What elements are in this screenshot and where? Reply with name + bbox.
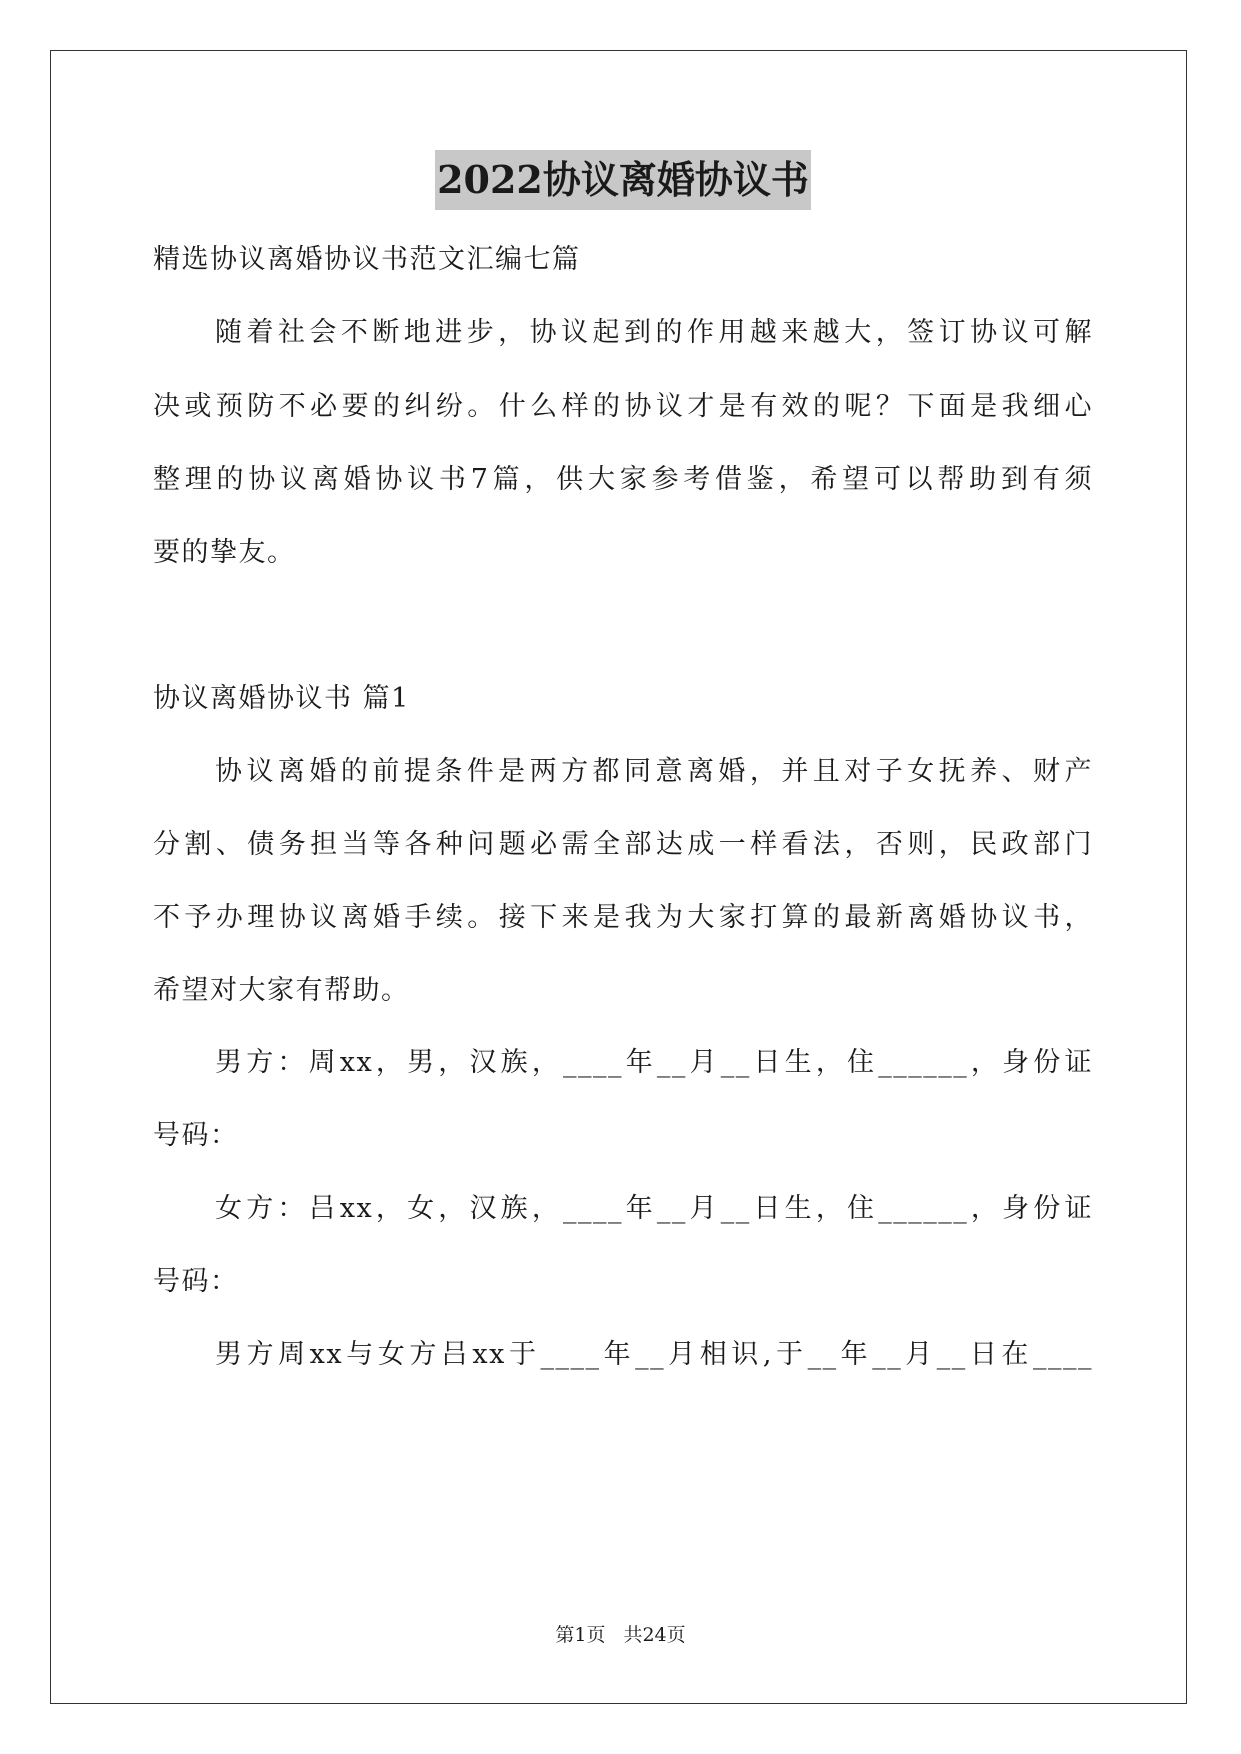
paragraph-line: 随着社会不断地进步，协议起到的作用越来越大，签订协议可解 [215, 317, 1093, 348]
document-title: 2022协议离婚协议书 [435, 150, 811, 210]
paragraph-line: 决或预防不必要的纠纷。什么样的协议才是有效的呢？下面是我细心 [153, 391, 1093, 422]
title-wrap [153, 150, 1093, 210]
paragraph-line: 不予办理协议离婚手续。接下来是我为大家打算的最新离婚协议书， [153, 902, 1093, 933]
husband-info-line: 男方：周xx，男，汉族，____年__月__日生，住______，身份证 [215, 1047, 1093, 1078]
subtitle-line: 精选协议离婚协议书范文汇编七篇 [153, 244, 581, 275]
wife-info-line: 女方：吕xx，女，汉族，____年__月__日生，住______，身份证 [215, 1193, 1093, 1224]
page-border [50, 50, 1187, 1704]
paragraph-line: 要的挚友。 [153, 537, 296, 568]
paragraph-line: 希望对大家有帮助。 [153, 975, 410, 1006]
page-number: 第1页 [555, 1624, 606, 1646]
paragraph-line: 整理的协议离婚协议书7篇，供大家参考借鉴，希望可以帮助到有须 [153, 464, 1093, 495]
section-heading: 协议离婚协议书 篇1 [153, 683, 410, 714]
page-total: 共24页 [623, 1624, 686, 1646]
husband-id-line: 号码： [153, 1120, 239, 1151]
paragraph-line: 男方周xx与女方吕xx于____年__月相识,于__年__月__日在____ [215, 1339, 1093, 1370]
page-footer [0, 1620, 1241, 1650]
paragraph-line: 协议离婚的前提条件是两方都同意离婚，并且对子女抚养、财产 [215, 756, 1093, 787]
wife-id-line: 号码： [153, 1266, 239, 1297]
paragraph-line: 分割、债务担当等各种问题必需全部达成一样看法，否则，民政部门 [153, 829, 1093, 860]
